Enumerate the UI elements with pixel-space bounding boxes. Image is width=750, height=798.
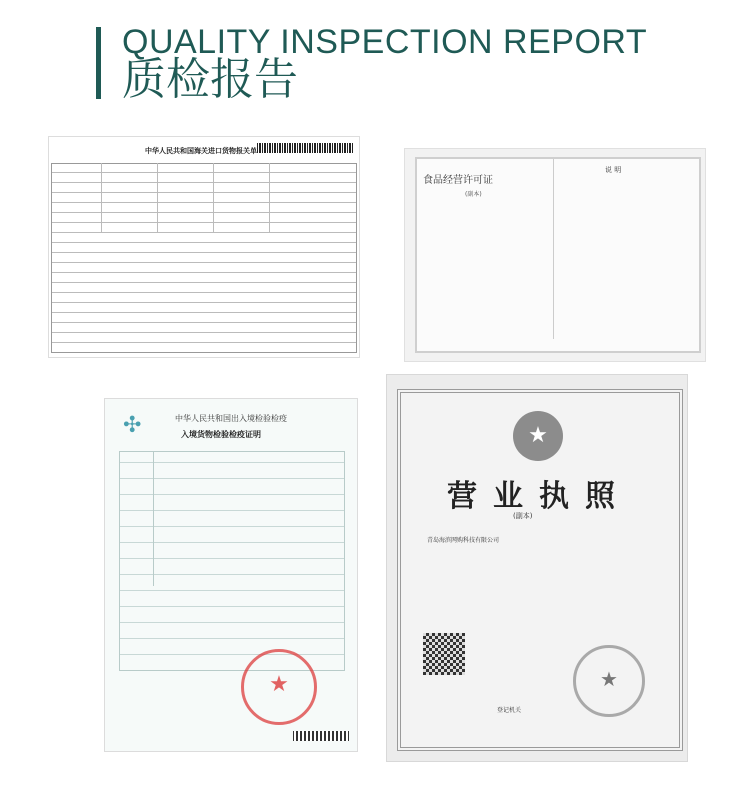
barcode-icon — [257, 143, 353, 153]
qr-code-icon — [423, 633, 465, 675]
food-license-image — [404, 148, 706, 362]
inspection-logo-icon: ✣ — [123, 413, 142, 438]
business-license-subtitle: (副本) — [513, 512, 533, 520]
customs-heading: 中华人民共和国海关进口货物报关单 — [145, 147, 257, 155]
grid-divider — [153, 451, 154, 586]
customs-declaration-image — [48, 136, 360, 358]
national-emblem-icon: ★ — [513, 411, 563, 461]
customs-form-grid — [51, 163, 357, 353]
business-license-image — [386, 374, 688, 762]
company-name: 青岛海滨网购科技有限公司 — [427, 537, 500, 544]
license-frame — [415, 157, 701, 353]
license-divider — [553, 159, 554, 339]
page-title-en: QUALITY INSPECTION REPORT — [122, 23, 648, 61]
grid-divider — [269, 163, 270, 233]
business-license-title: 营业执照 — [447, 479, 631, 514]
red-seal-icon: ★ — [241, 649, 317, 725]
food-license-subtitle: (副本) — [465, 191, 482, 198]
registration-seal-icon: ★ — [573, 645, 645, 717]
grid-divider — [213, 163, 214, 233]
grid-divider — [157, 163, 158, 233]
inspection-heading: 中华人民共和国出入境检验检疫 — [175, 414, 287, 423]
grid-divider — [101, 163, 102, 233]
title-accent-bar — [96, 27, 101, 99]
food-license-title: 食品经营许可证 — [423, 175, 493, 186]
inspection-certificate-image — [104, 398, 358, 752]
page-title-cn: 质检报告 — [122, 54, 298, 105]
registration-authority-label: 登记机关 — [497, 707, 522, 714]
inspection-subheading: 入境货物检验检疫证明 — [181, 430, 261, 439]
barcode-icon — [293, 731, 349, 741]
food-license-side-title: 说 明 — [605, 166, 622, 174]
